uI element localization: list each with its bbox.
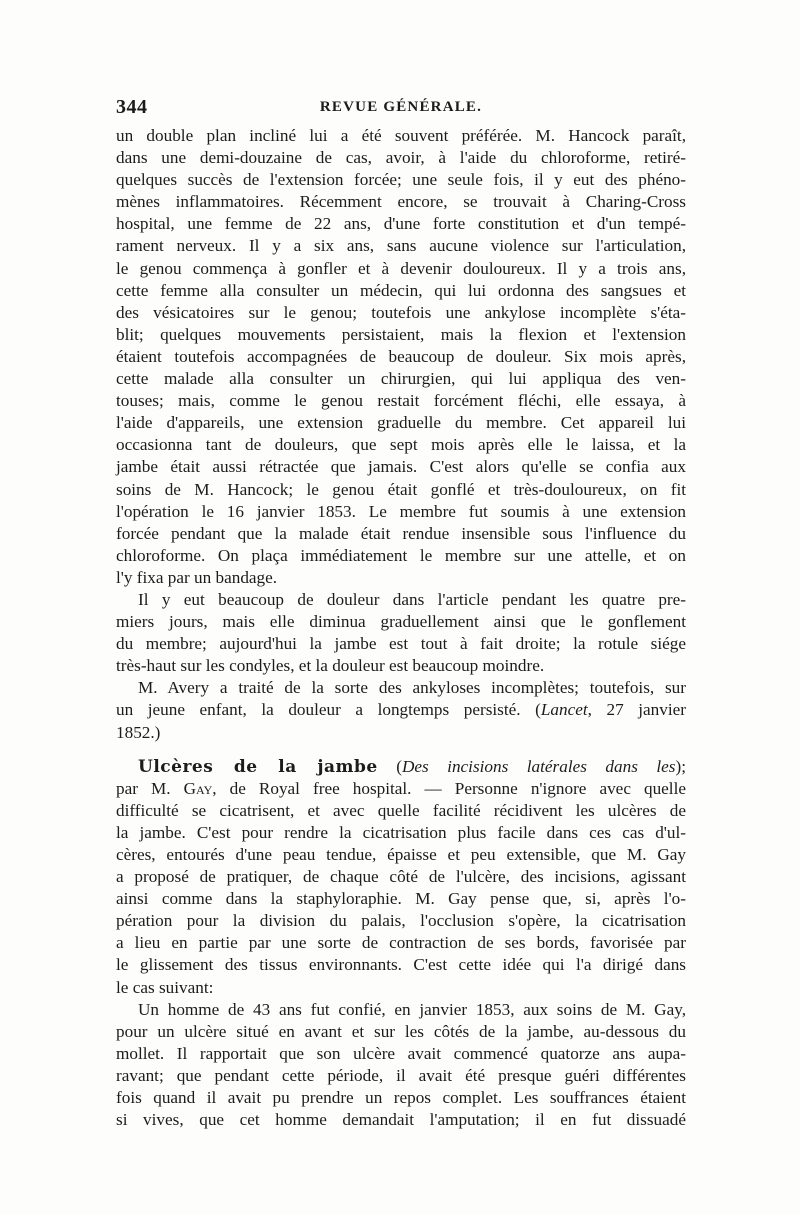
section-gap: [116, 744, 686, 756]
text-line: fois quand il avait pu prendre un repos complet. Les souffrances étaient: [116, 1088, 686, 1108]
text-line: touses; mais, comme le genou restait forcément fléchi, elle essaya, à: [116, 391, 686, 411]
section-subtitle: Des incisions latérales dans les: [401, 756, 676, 776]
running-title: REVUE GÉNÉRALE.: [319, 99, 483, 115]
text-line: ravant; que pendant cette période, il avait été presque guéri différentes: [116, 1065, 686, 1085]
citation-journal: Lancet: [540, 700, 588, 720]
text-line: chloroforme. On plaça immédiatement le membre sur une attelle, et on: [116, 545, 686, 565]
text-line: quelques succès de l'extension forcée; une seule fois, il y eut des phéno-: [116, 170, 686, 190]
text-line: hospital, une femme de 22 ans, d'une forte constitution et d'un tempé-: [116, 214, 686, 234]
citation-text: un jeune enfant, la douleur a longtemps persisté. (: [116, 700, 541, 720]
text-line: jambe était aussi rétractée que jamais. C'est alors qu'elle se confia aux: [116, 457, 686, 477]
text-line: le genou commença à gonfler et à devenir douloureux. Il y a trois ans,: [116, 258, 686, 278]
text-line: si vives, que cet homme demandait l'amputation; il en fut dissuadé: [116, 1110, 686, 1130]
text-line: dans une demi-douzaine de cas, avoir, à l'aide du chloroforme, retiré-: [116, 148, 686, 168]
text-line: rament nerveux. Il y a six ans, sans aucune violence sur l'articulation,: [116, 236, 686, 256]
text-line: miers jours, mais elle diminua graduellement ainsi que le gonflement: [116, 612, 686, 632]
text-line: cette malade alla consulter un chirurgien, qui lui appliqua des ven-: [116, 369, 686, 389]
text-line: blit; quelques mouvements persistaient, mais la flexion et l'extension: [116, 324, 686, 344]
running-head: [116, 96, 686, 120]
text-line: difficulté se cicatrisent, et avec quelle facilité récidivent les ulcères de: [116, 800, 686, 820]
text-line: l'opération le 16 janvier 1853. Le membre fut soumis à une extension: [116, 501, 686, 521]
author-name: Gay: [183, 778, 213, 798]
heading-paren-open: (: [377, 756, 402, 776]
page-number: 344: [116, 96, 148, 118]
text-line-with-author: [116, 778, 686, 800]
text-line: a lieu en partie par une sorte de contraction de ses bords, favorisée par: [116, 933, 686, 953]
text-line: très-haut sur les condyles, et la douleur est beaucoup moindre.: [116, 656, 545, 676]
author-prefix: par M.: [116, 778, 184, 798]
text-line: le cas suivant:: [116, 977, 214, 997]
text-line: Il y eut beaucoup de douleur dans l'article pendant les quatre pre-: [138, 589, 686, 609]
citation-date: , 27 janvier: [587, 700, 686, 720]
text-line: des vésicatoires sur le genou; toutefois une ankylose incomplète s'éta-: [116, 302, 686, 322]
text-line: du membre; aujourd'hui la jambe est tout à fait droite; la rotule siége: [116, 634, 686, 654]
text-line: soins de M. Hancock; le genou était gonflé et très-douloureux, on fit: [116, 479, 686, 499]
text-line: M. Avery a traité de la sorte des ankyloses incomplètes; toutefois, sur: [138, 678, 686, 698]
text-line: ainsi comme dans la staphyloraphie. M. Gay pense que, si, après l'o-: [116, 889, 686, 909]
author-suffix: , de Royal free hospital. — Personne n'ignore avec quelle: [212, 778, 686, 798]
text-line: mènes inflammatoires. Récemment encore, se trouvait à Charing-Cross: [116, 192, 686, 212]
text-line: cette femme alla consulter un médecin, qui lui ordonna des sangsues et: [116, 280, 686, 300]
text-line: l'y fixa par un bandage.: [116, 567, 278, 587]
text-line: l'aide d'appareils, une extension graduelle du membre. Cet appareil lui: [116, 413, 686, 433]
text-line: 1852.): [116, 722, 161, 742]
text-line: pération pour la division du palais, l'occlusion s'opère, la cicatrisation: [116, 911, 686, 931]
body-text: [116, 125, 686, 1131]
section-heading: Ulcères de la jambe: [138, 756, 378, 777]
text-line-with-citation: [116, 699, 686, 721]
text-line: le glissement des tissus environnants. C'est cette idée qui l'a dirigé dans: [116, 955, 686, 975]
text-line: forcée pendant que la malade était rendue insensible sous l'influence du: [116, 523, 686, 543]
section-heading-line: [116, 756, 686, 778]
text-line: étaient toutefois accompagnées de beaucoup de douleur. Six mois après,: [116, 346, 686, 366]
text-line: la jambe. C'est pour rendre la cicatrisation plus facile dans ces cas d'ul-: [116, 822, 686, 842]
text-line: mollet. Il rapportait que son ulcère avait commencé quatorze ans aupa-: [116, 1043, 686, 1063]
heading-paren-close: );: [675, 756, 686, 776]
text-line: cères, entourés d'une peau tendue, épaisse et peu extensible, que M. Gay: [116, 845, 686, 864]
text-line: occasionna tant de douleurs, que sept mois après elle le laissa, et la: [116, 435, 686, 455]
text-line: un double plan incliné lui a été souvent préférée. M. Hancock paraît,: [116, 126, 686, 145]
text-line: a proposé de pratiquer, de chaque côté de l'ulcère, des incisions, agissant: [116, 867, 686, 887]
text-line: Un homme de 43 ans fut confié, en janvier 1853, aux soins de M. Gay,: [138, 999, 686, 1019]
text-line: pour un ulcère situé en avant et sur les côtés de la jambe, au-dessous du: [116, 1021, 686, 1041]
